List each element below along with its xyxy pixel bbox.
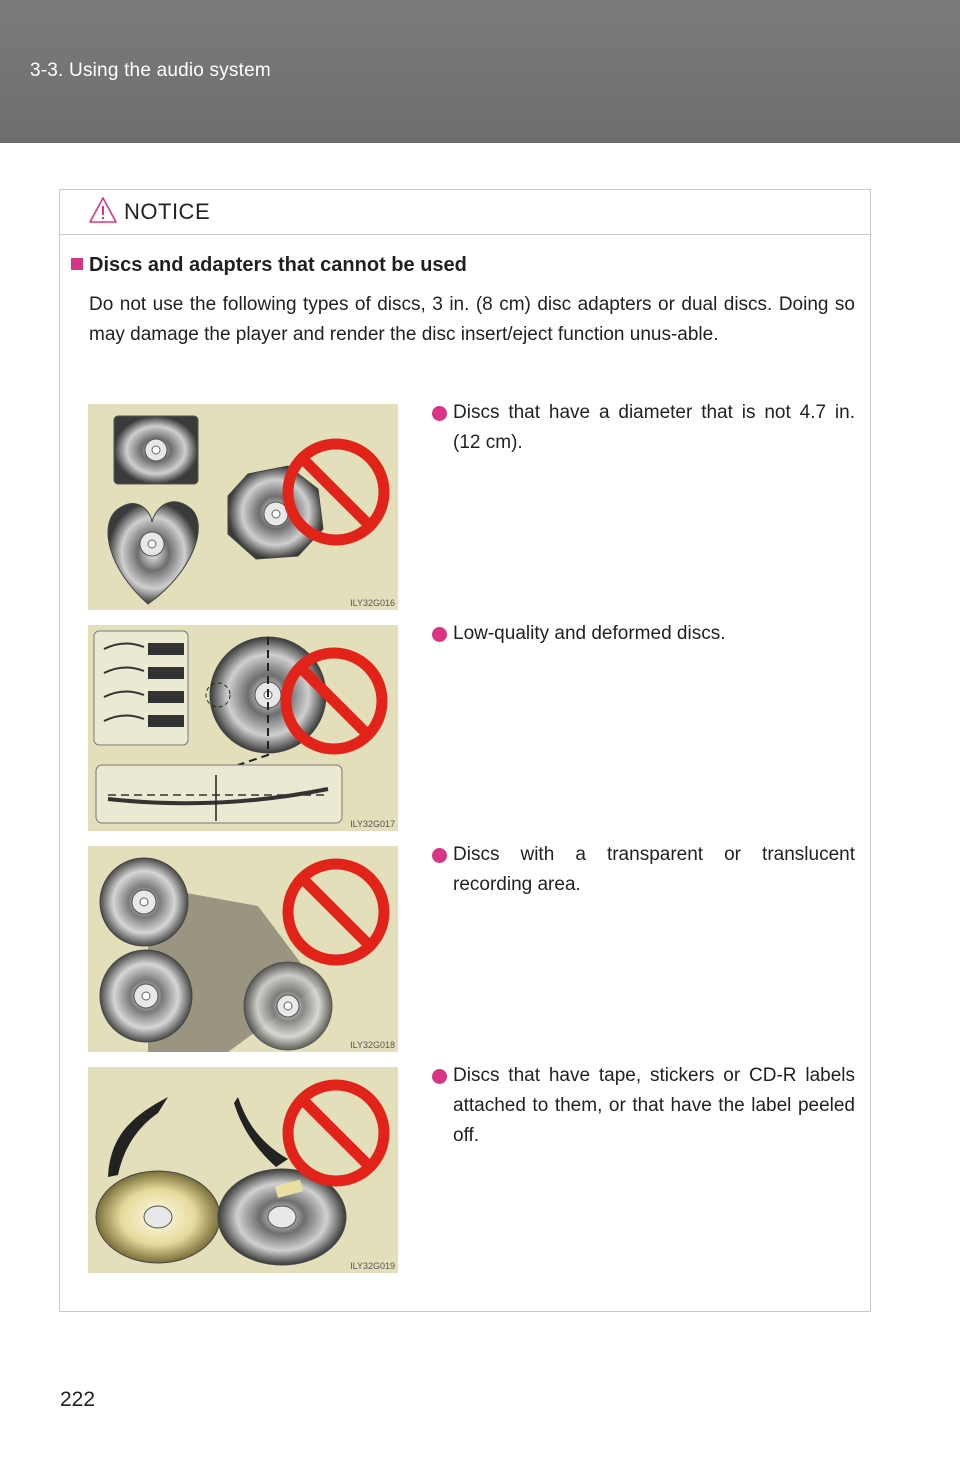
heading-text: Discs and adapters that cannot be used	[89, 254, 467, 276]
intro-paragraph: Do not use the following types of discs, 3 in. (8 cm) disc adapters or dual discs. Doing so may damage the player and render the disc insert/eject function unus-able.	[89, 294, 855, 345]
illustration-labeled-discs	[88, 1067, 398, 1273]
list-item-text: Discs that have tape, stickers or CD-R labels attached to them, or that have the label peeled off.	[453, 1065, 855, 1146]
illustration-deformed-discs	[88, 625, 398, 831]
square-bullet-icon	[71, 258, 83, 270]
image-code: ILY32G017	[350, 819, 395, 829]
image-code: ILY32G018	[350, 1040, 395, 1050]
list-item-text: Low-quality and deformed discs.	[453, 623, 726, 644]
page-header	[0, 0, 960, 143]
bullet-icon	[432, 848, 447, 863]
illustration-transparent-discs	[88, 846, 398, 1052]
page-number: 222	[60, 1388, 96, 1411]
notice-header	[60, 190, 870, 235]
list-item	[432, 619, 855, 649]
section-heading	[71, 254, 467, 277]
list-item-text: Discs that have a diameter that is not 4.7 in. (12 cm).	[453, 402, 855, 453]
bullet-icon	[432, 627, 447, 642]
bullet-icon	[432, 406, 447, 421]
image-code: ILY32G016	[350, 598, 395, 608]
list-item	[432, 398, 855, 458]
bullet-icon	[432, 1069, 447, 1084]
list-item	[432, 1061, 855, 1151]
notice-label: NOTICE	[124, 199, 211, 224]
image-code: ILY32G019	[350, 1261, 395, 1271]
list-item-text: Discs with a transparent or translucent recording area.	[453, 844, 855, 895]
illustration-odd-shape-discs	[88, 404, 398, 610]
warning-icon	[88, 196, 118, 224]
list-item	[432, 840, 855, 900]
section-title: 3-3. Using the audio system	[30, 60, 271, 81]
